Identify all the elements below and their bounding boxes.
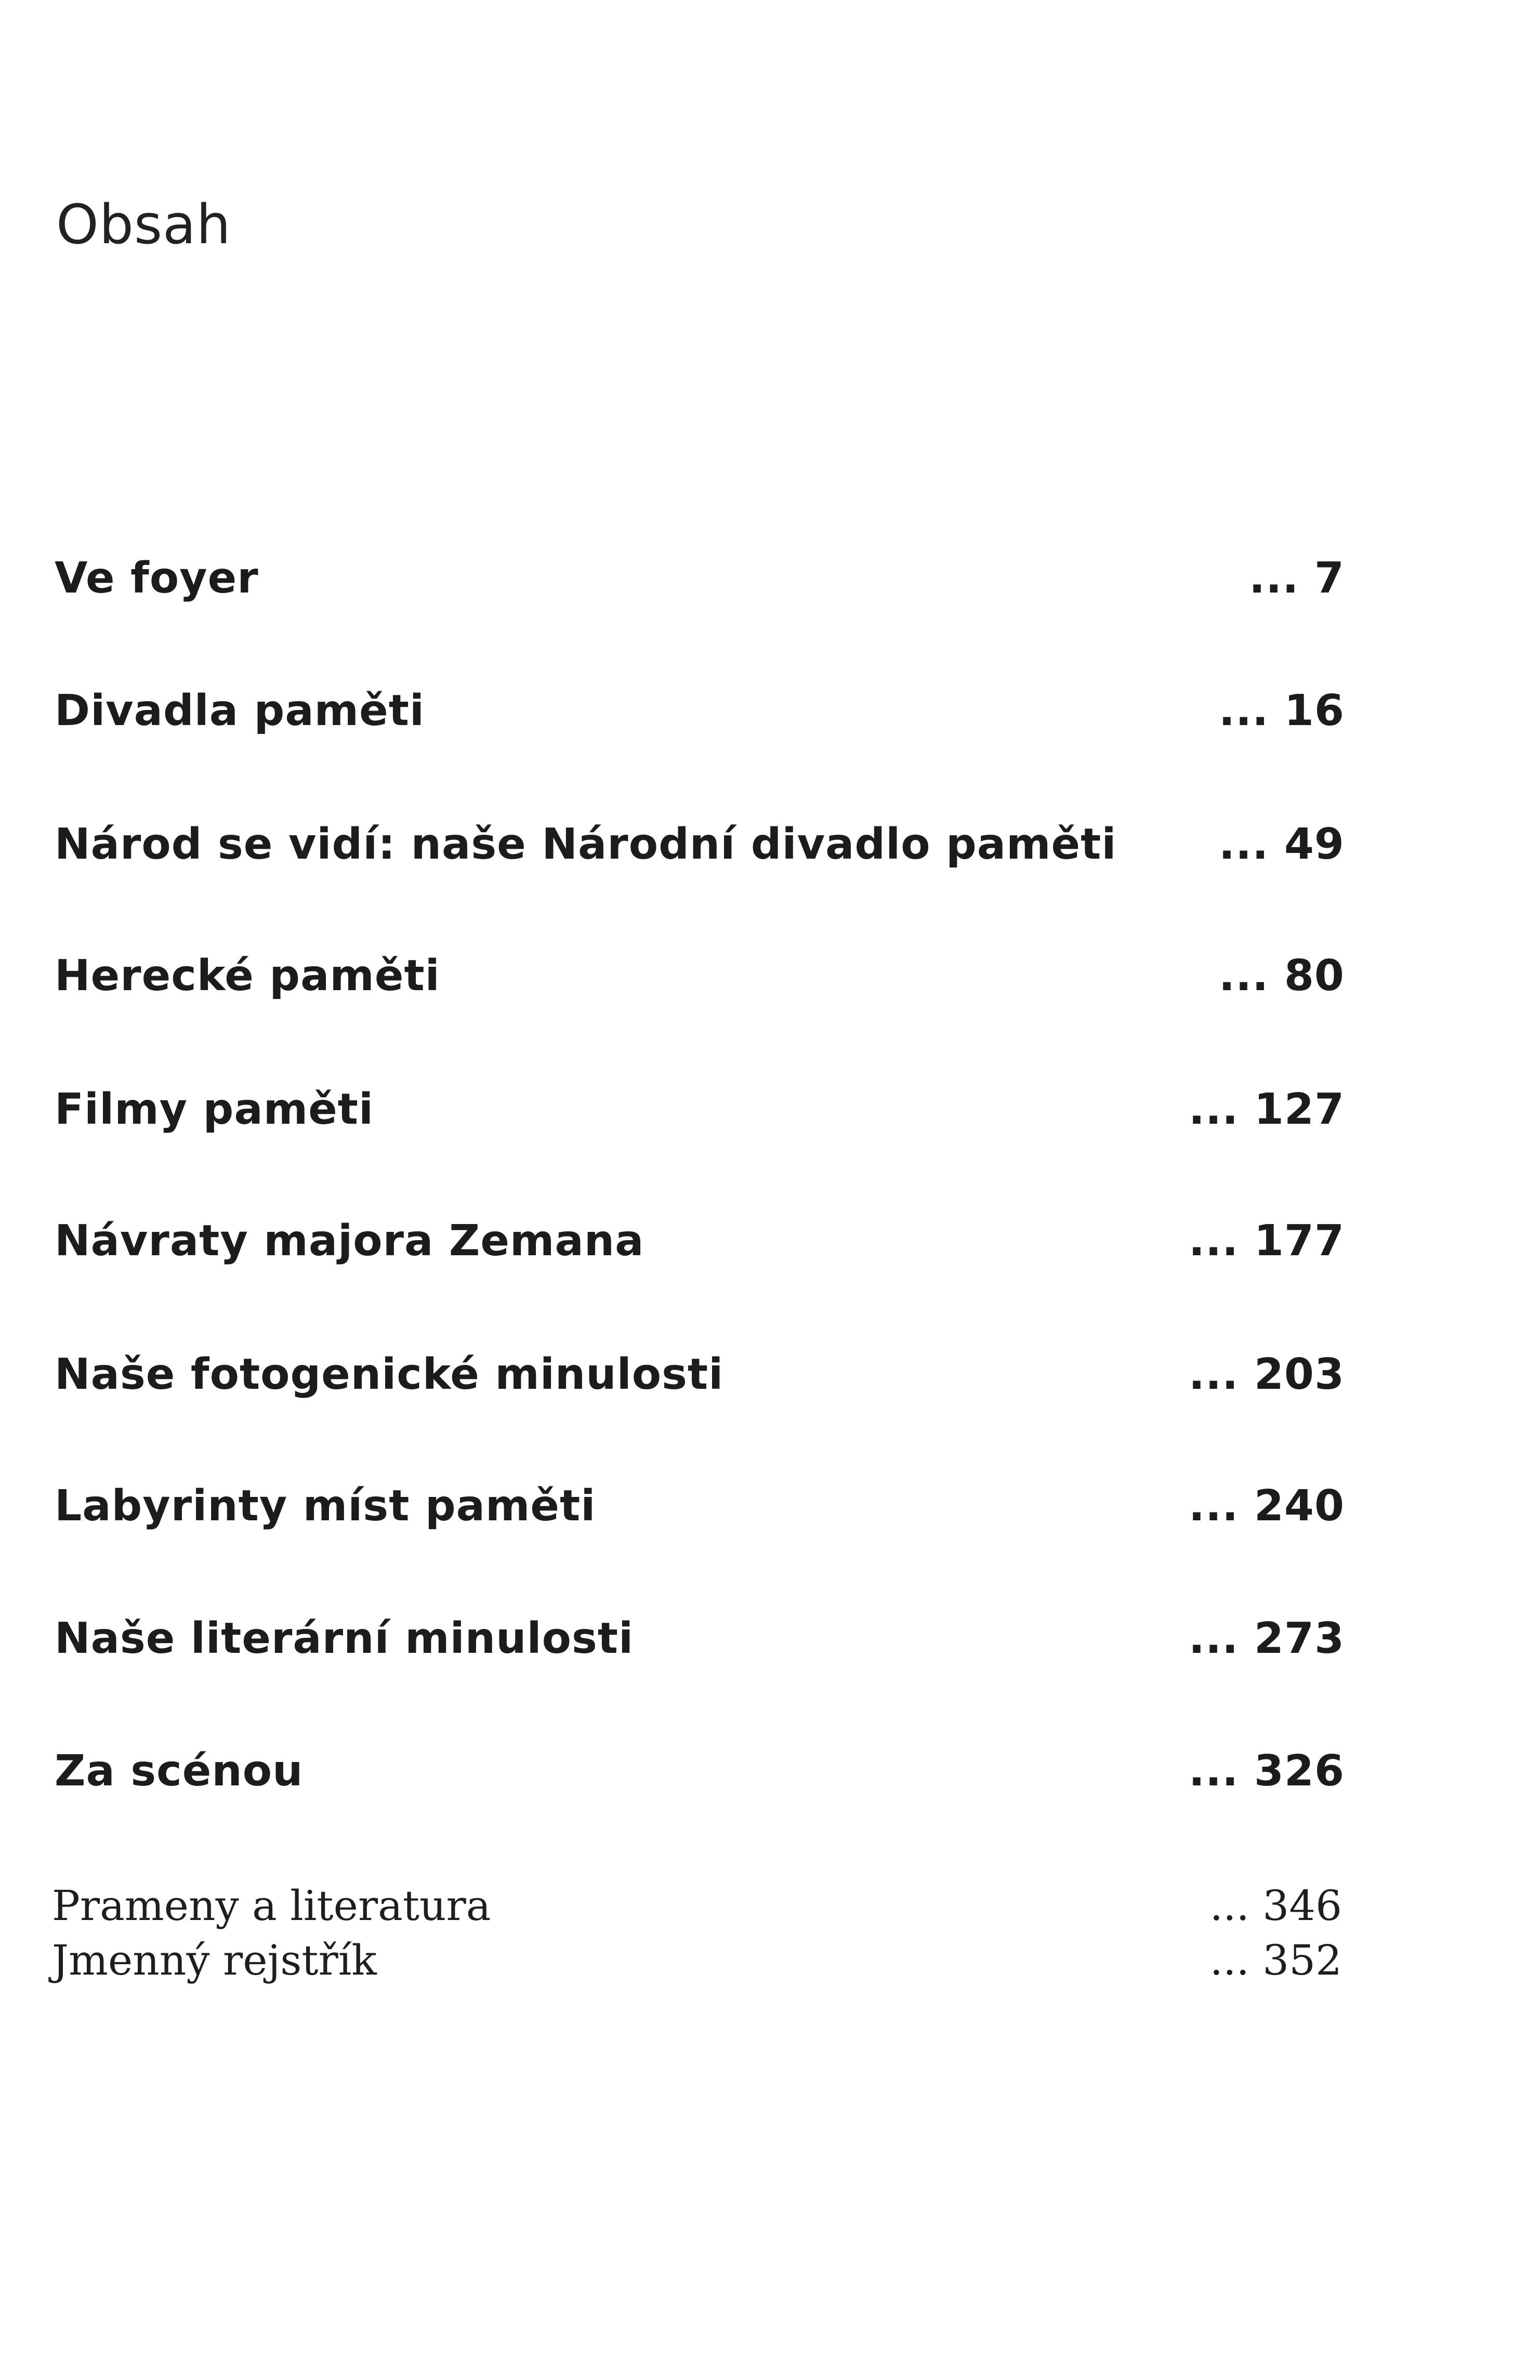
toc-entry-page: ... 177 <box>1188 1216 1345 1266</box>
toc-entry-title: Za scénou <box>55 1746 304 1796</box>
toc-entry-narod-se-vidi[interactable] <box>55 816 1345 873</box>
toc-entry-page: ... 352 <box>1209 1936 1342 1984</box>
toc-entry-nase-literarni-minulosti[interactable] <box>55 1610 1345 1667</box>
toc-entry-za-scenou[interactable] <box>55 1743 1345 1800</box>
toc-entry-labyrinty-mist-pameti[interactable] <box>55 1478 1345 1535</box>
toc-entry-page: ... 7 <box>1248 554 1345 603</box>
toc-entry-title: Filmy paměti <box>55 1085 374 1134</box>
toc-entry-jmenny-rejstrik[interactable] <box>52 1935 1342 1987</box>
toc-entry-page: ... 127 <box>1188 1085 1345 1134</box>
toc-entry-page: ... 240 <box>1188 1481 1345 1531</box>
toc-entry-title: Jmenný rejstřík <box>52 1936 377 1984</box>
toc-entry-title: Národ se vidí: naše Národní divadlo paměti <box>55 820 1117 869</box>
toc-entry-page: ... 273 <box>1188 1614 1345 1663</box>
toc-entry-title: Návraty majora Zemana <box>55 1216 644 1266</box>
toc-entry-ve-foyer[interactable] <box>55 550 1345 607</box>
toc-entry-page: ... 16 <box>1218 686 1345 735</box>
toc-entry-title: Divadla paměti <box>55 686 425 735</box>
toc-entry-navraty-majora-zemana[interactable] <box>55 1213 1345 1270</box>
toc-entry-prameny-a-literatura[interactable] <box>52 1880 1342 1932</box>
toc-entry-page: ... 346 <box>1209 1882 1342 1930</box>
toc-entry-title: Labyrinty míst paměti <box>55 1481 596 1531</box>
toc-entry-herecke-pameti[interactable] <box>55 948 1345 1005</box>
toc-entry-page: ... 80 <box>1218 951 1345 1001</box>
toc-entry-filmy-pameti[interactable] <box>55 1081 1345 1138</box>
toc-entry-title: Herecké paměti <box>55 951 440 1001</box>
page-title: Obsah <box>56 193 231 256</box>
toc-entry-page: ... 203 <box>1188 1350 1345 1399</box>
toc-entry-divadla-pameti[interactable] <box>55 682 1345 740</box>
toc-entry-title: Prameny a literatura <box>52 1882 491 1930</box>
toc-entry-title: Naše literární minulosti <box>55 1614 634 1663</box>
toc-entry-page: ... 49 <box>1218 820 1345 869</box>
toc-entry-title: Naše fotogenické minulosti <box>55 1350 724 1399</box>
toc-entry-page: ... 326 <box>1188 1746 1345 1796</box>
toc-entry-title: Ve foyer <box>55 554 259 603</box>
toc-entry-nase-fotogenicke-minulosti[interactable] <box>55 1346 1345 1403</box>
